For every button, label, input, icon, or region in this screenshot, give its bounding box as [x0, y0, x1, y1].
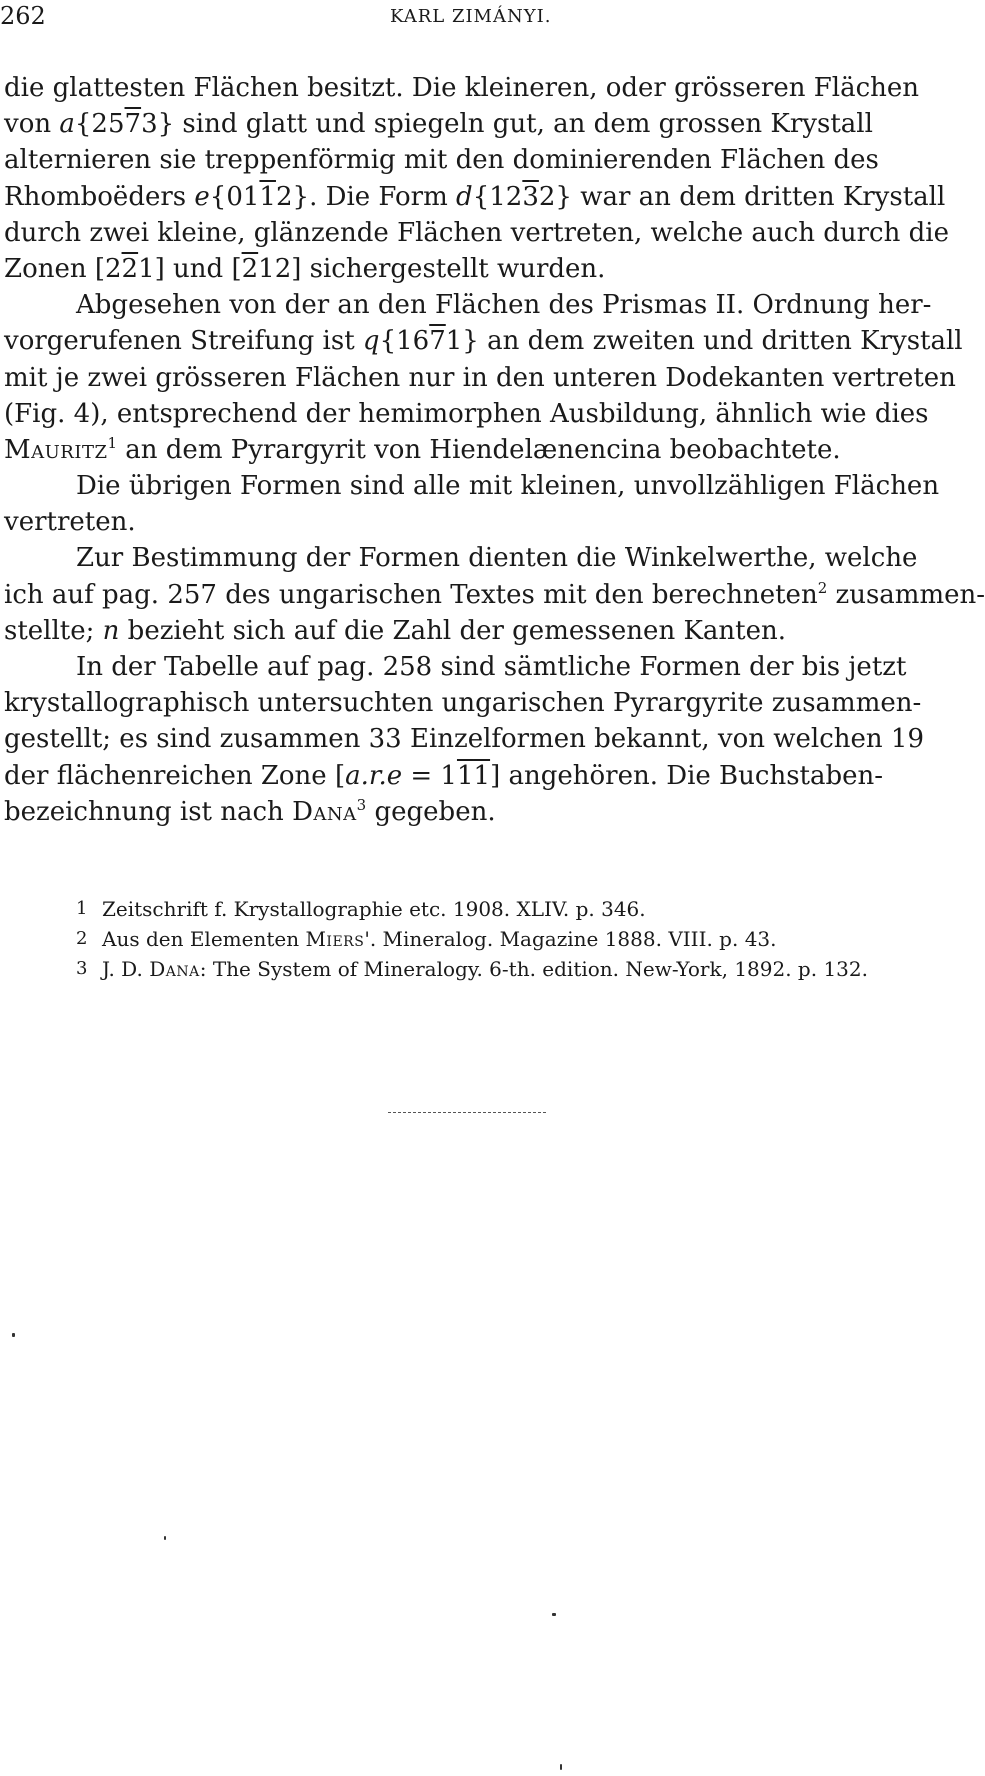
text-run: Zonen [221] und [212] sichergestellt wurden.: [4, 253, 606, 284]
footnote: [76, 954, 956, 984]
text-line: [4, 287, 954, 323]
text-run: (Fig. 4), entsprechend der hemimorphen Ausbildung, ähnlich wie dies: [4, 398, 929, 429]
text-run: vertreten.: [4, 507, 136, 538]
text-run: stellte; n bezieht sich auf die Zahl der gemessenen Kanten.: [4, 615, 786, 646]
text-line: [4, 70, 954, 106]
footnote-text: Zeitschrift f. Krystallographie etc. 1908. XLIV. p. 346.: [102, 897, 646, 921]
text-run: krystallographisch untersuchten ungarischen Pyrargyrite zusammen-: [4, 688, 922, 719]
text-line: [4, 360, 954, 396]
text-line: [4, 685, 954, 721]
text-line: [4, 540, 954, 576]
text-run: die glattesten Flächen besitzt. Die kleineren, oder grösseren Flächen: [4, 73, 920, 103]
page-number: 262: [0, 2, 46, 30]
scan-speck: [164, 1536, 166, 1540]
footnote-text: J. D. Dana: The System of Mineralogy. 6-th. edition. New-York, 1892. p. 132.: [102, 957, 868, 981]
text-run: Zur Bestimmung der Formen dienten die Winkelwerthe, welche: [76, 543, 918, 574]
text-run: vorgerufenen Streifung ist q{1671} an dem zweiten und dritten Krystall: [4, 326, 963, 357]
text-line: [4, 432, 954, 468]
text-run: Die übrigen Formen sind alle mit kleinen, unvollzähligen Flächen: [76, 471, 940, 502]
text-run: Abgesehen von der an den Flächen des Prismas II. Ordnung her-: [76, 290, 932, 321]
text-line: [4, 396, 954, 432]
scan-speck: [560, 1764, 562, 1770]
running-title: KARL ZIMÁNYI.: [390, 6, 552, 27]
body-text: [4, 70, 985, 830]
end-rule: [388, 1112, 546, 1113]
text-line: [4, 758, 954, 794]
page-header: [0, 0, 960, 40]
text-line: [4, 106, 954, 142]
footnote: [76, 894, 956, 924]
text-run: mit je zwei grösseren Flächen nur in den unteren Dodekanten vertreten: [4, 362, 956, 393]
text-run: Rhomboëders e{0112}. Die Form d{1232} war an dem dritten Krystall: [4, 181, 946, 212]
text-run: In der Tabelle auf pag. 258 sind sämtliche Formen der bis jetzt: [76, 652, 907, 682]
text-line: [4, 794, 954, 830]
text-run: bezeichnung ist nach Dana$^3$ gegeben.: [4, 795, 496, 827]
text-run: durch zwei kleine, glänzende Flächen vertreten, welche auch durch die: [4, 217, 949, 248]
text-run: alternieren sie treppenförmig mit den dominierenden Flächen des: [4, 145, 879, 176]
text-line: [4, 613, 954, 649]
footnote: [76, 924, 956, 954]
footnote-number: 2: [76, 928, 88, 949]
text-run: von a{2573} sind glatt und spiegeln gut, an dem grossen Krystall: [4, 109, 873, 140]
footnotes: [76, 894, 956, 984]
text-line: [4, 577, 985, 613]
text-run: der flächenreichen Zone [a.r.e = 111] angehören. Die Buchstaben-: [4, 760, 884, 791]
text-run: gestellt; es sind zusammen 33 Einzelformen bekannt, von welchen 19: [4, 724, 925, 755]
text-run: Mauritz$^1$ an dem Pyrargyrit von Hiendelænencina beobachtete.: [4, 433, 841, 465]
text-line: [4, 215, 954, 251]
text-line: [4, 649, 954, 685]
text-line: [4, 251, 954, 287]
footnote-number: 1: [76, 898, 88, 919]
text-line: [4, 468, 954, 504]
footnote-number: 3: [76, 958, 88, 979]
text-line: [4, 721, 954, 757]
footnote-text: Aus den Elementen Miers'. Mineralog. Magazine 1888. VIII. p. 43.: [102, 927, 777, 951]
scan-speck: [12, 1333, 15, 1337]
text-line: [4, 179, 954, 215]
text-line: [4, 323, 963, 359]
text-line: [4, 142, 954, 178]
text-line: [4, 504, 954, 540]
text-run: ich auf pag. 257 des ungarischen Textes mit den berechneten$^2$ zusammen-: [4, 578, 985, 610]
scan-speck: [552, 1613, 556, 1616]
